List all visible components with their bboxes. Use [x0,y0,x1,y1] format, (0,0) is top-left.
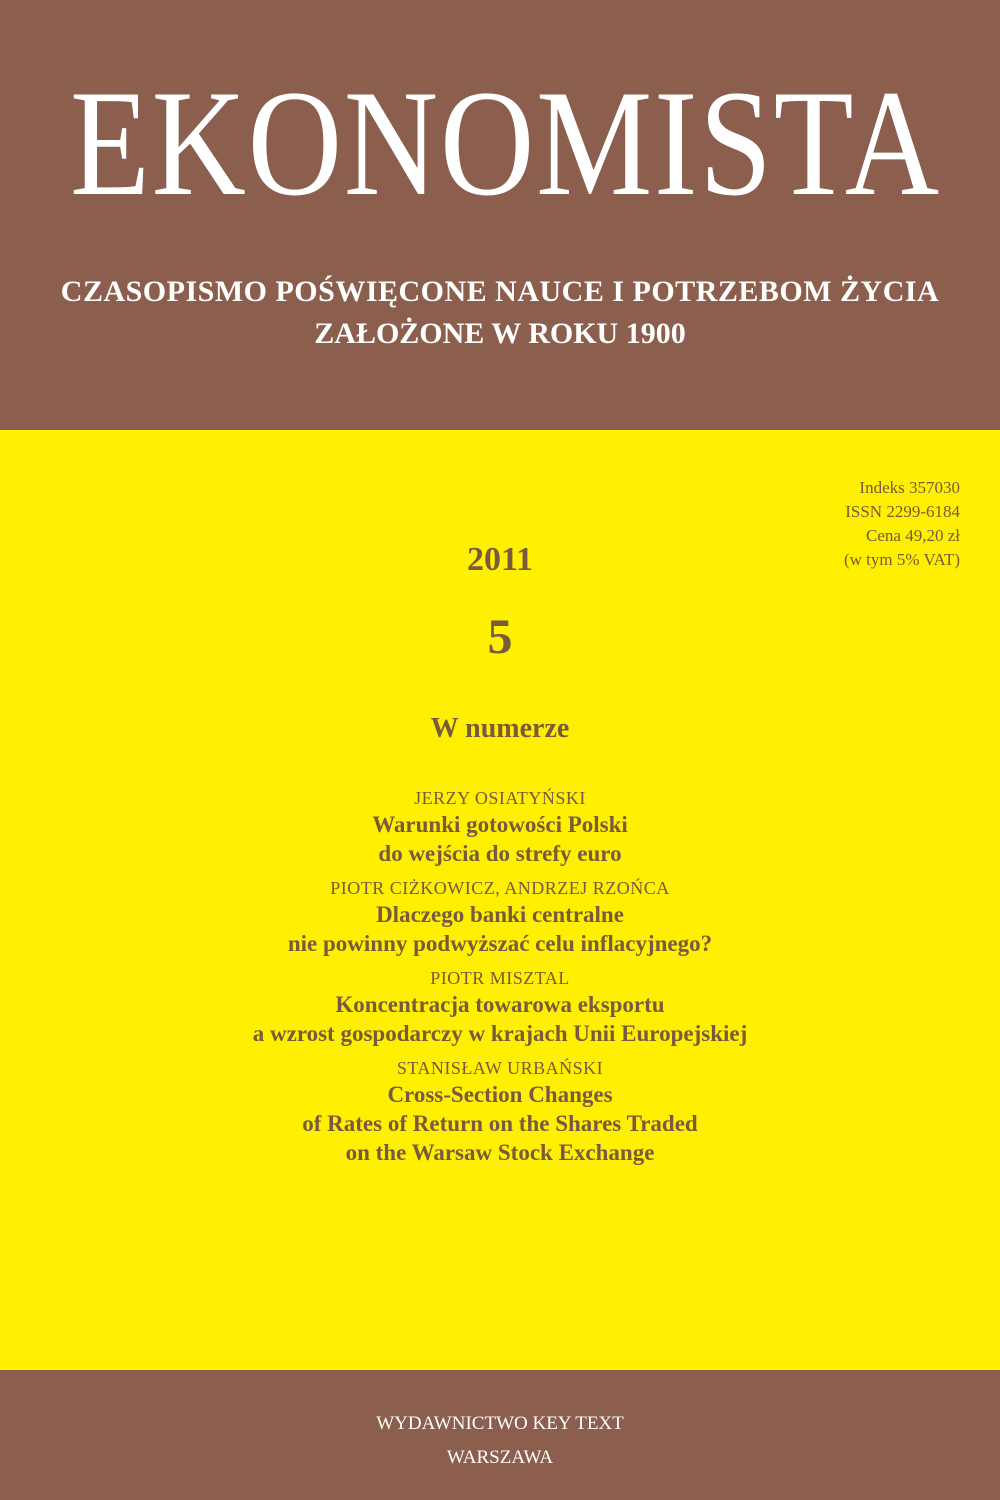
issue-number: 5 [487,608,513,664]
issue-year: 2011 [466,541,534,578]
in-issue-heading: W numerze [430,713,570,744]
article-title-line: on the Warsaw Stock Exchange [345,1140,655,1165]
article-author: PIOTR CIŻKOWICZ, ANDRZEJ RZOŃCA [330,878,670,898]
article-list [0,786,1000,1175]
index-number: Indeks 357030 [859,478,960,497]
journal-subtitle-line1: CZASOPISMO POŚWIĘCONE NAUCE I POTRZEBOM ŻYCIA [60,275,940,308]
article-author: STANISŁAW URBAŃSKI [396,1058,604,1078]
publisher-name: WYDAWNICTWO KEY TEXT [376,1413,624,1434]
article-title-line: Dlaczego banki centralne [376,902,624,927]
article-item [0,876,1000,958]
vat-note: (w tym 5% VAT) [843,550,960,569]
article-title-line: a wzrost gospodarczy w krajach Unii Europejskiej [252,1021,748,1046]
article-title-line: Cross-Section Changes [387,1082,613,1107]
publisher-city: WARSZAWA [446,1447,554,1468]
article-item [0,786,1000,868]
article-title-line: do wejścia do strefy euro [378,841,622,866]
price: Cena 49,20 zł [866,526,960,545]
journal-subtitle-line2: ZAŁOŻONE W ROKU 1900 [314,317,686,350]
article-author: JERZY OSIATYŃSKI [414,788,586,808]
article-title-line: Koncentracja towarowa eksportu [335,992,665,1017]
article-title-line: Warunki gotowości Polski [372,812,628,837]
article-item [0,1056,1000,1167]
article-title-line: nie powinny podwyższać celu inflacyjnego? [287,931,713,956]
article-author: PIOTR MISZTAL [430,968,570,988]
issn-number: ISSN 2299-6184 [845,502,960,521]
journal-title: EKONOMISTA [70,59,941,227]
article-item [0,966,1000,1048]
article-title-line: of Rates of Return on the Shares Traded [302,1111,698,1136]
